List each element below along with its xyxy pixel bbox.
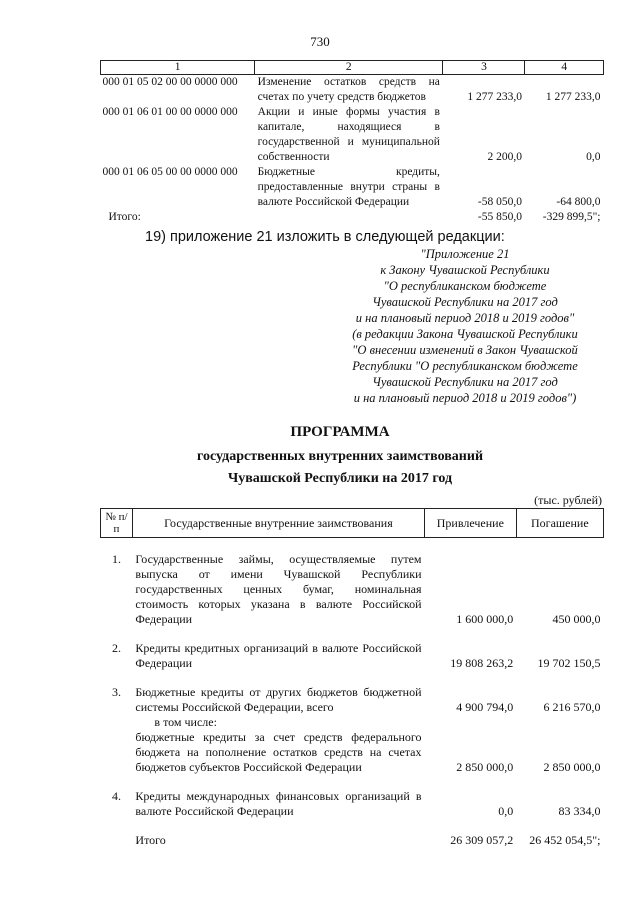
- program-title: ПРОГРАММА: [290, 424, 390, 440]
- value-cell: -64 800,0: [556, 196, 601, 208]
- sources-table-header: [101, 61, 604, 75]
- total-label: Итого:: [108, 211, 141, 223]
- row-name: Государственные займы, осуществляемые путем выпуска от имени Чувашской Республики государственных ценных бумаг, номинальная стоимость которых указана в валюте Российской Федерации: [135, 552, 422, 626]
- name-cell: Изменение остатков средств на счетах по учету средств бюджетов: [257, 76, 440, 103]
- table-row: [101, 105, 604, 165]
- table-row: [101, 165, 604, 210]
- row-repay: [516, 715, 603, 730]
- header-cell: 3: [443, 61, 525, 75]
- appendix-line: (в редакции Закона Чувашской Республики: [352, 327, 578, 341]
- amendment-intro: 19) приложение 21 изложить в следующей редакции:: [145, 229, 505, 245]
- value-cell: 1 277 233,0: [467, 91, 522, 103]
- appendix-line: и на плановый период 2018 и 2019 годов"): [353, 391, 577, 405]
- row-repay: 19 702 150,5: [537, 656, 601, 670]
- appendix-line: Республики "О республиканском бюджете: [352, 359, 578, 373]
- row-name: бюджетные кредиты за счет средств федерального бюджета на пополнение остатков средств на счетах бюджетов субъектов Российской Федерации: [135, 730, 422, 774]
- row-number: 4.: [111, 789, 121, 803]
- code-cell: 000 01 06 05 00 00 0000 000: [102, 166, 238, 178]
- row-name: Кредиты международных финансовых организаций в валюте Российской Федерации: [135, 789, 422, 818]
- row-number: [101, 715, 133, 730]
- header-attract: Привлечение: [425, 509, 517, 538]
- row-attract: 4 900 794,0: [456, 700, 514, 714]
- appendix-line: и на плановый период 2018 и 2019 годов": [355, 311, 575, 325]
- value-cell: 1 277 233,0: [545, 91, 601, 103]
- program-subtitle: государственных внутренних заимствований: [196, 449, 484, 464]
- total-row: [101, 210, 604, 225]
- appendix-header: [330, 246, 600, 406]
- appendix-line: "О внесении изменений в Закон Чувашской: [352, 343, 578, 357]
- value-cell: -58 050,0: [477, 196, 522, 208]
- name-cell: Акции и иные формы участия в капитале, находящиеся в государственной и муниципальной собственности: [257, 106, 440, 163]
- code-cell: 000 01 05 02 00 00 0000 000: [102, 76, 238, 88]
- row-number: 3.: [111, 685, 121, 699]
- program-subtitle-region: Чувашской Республики на 2017 год: [227, 471, 453, 486]
- table-row: [101, 715, 604, 730]
- unit-label: (тыс. рублей): [534, 493, 602, 507]
- row-name: Кредиты кредитных организаций в валюте Российской Федерации: [135, 641, 422, 670]
- total-attract: 26 309 057,2: [450, 833, 514, 847]
- total-repay: 26 452 054,5";: [529, 833, 601, 847]
- total-value: -55 850,0: [477, 211, 522, 223]
- row-number: [101, 730, 133, 775]
- value-cell: 0,0: [586, 151, 601, 163]
- borrowings-table: [100, 508, 604, 848]
- header-cell: 1: [101, 61, 255, 75]
- header-cell: 4: [525, 61, 604, 75]
- row-repay: 6 216 570,0: [543, 700, 601, 714]
- appendix-line: Чувашской Республики на 2017 год: [372, 295, 558, 309]
- header-name: Государственные внутренние заимствования: [132, 509, 424, 538]
- row-number: 2.: [111, 641, 121, 655]
- row-attract: 19 808 263,2: [450, 656, 514, 670]
- table-row: [101, 730, 604, 775]
- row-number: 1.: [111, 552, 121, 566]
- borrowings-table-header: [101, 509, 604, 538]
- table-row: [101, 685, 604, 715]
- row-attract: 2 850 000,0: [456, 760, 514, 774]
- sources-table: [100, 60, 604, 225]
- header-repay: Погашение: [516, 509, 603, 538]
- total-row: [101, 833, 604, 848]
- table-row: [101, 641, 604, 671]
- value-cell: 2 200,0: [487, 151, 522, 163]
- row-attract: 1 600 000,0: [456, 612, 514, 626]
- appendix-line: к Закону Чувашской Республики: [380, 263, 550, 277]
- header-cell: 2: [255, 61, 443, 75]
- table-row: [101, 552, 604, 627]
- row-attract: 0,0: [498, 804, 514, 818]
- appendix-line: Чувашской Республики на 2017 год: [372, 375, 558, 389]
- row-name: Бюджетные кредиты от других бюджетов бюджетной системы Российской Федерации, всего: [135, 685, 422, 714]
- appendix-line: "О республиканском бюджете: [383, 279, 547, 293]
- row-attract: [425, 715, 517, 730]
- row-repay: 2 850 000,0: [543, 760, 601, 774]
- total-value: -329 899,5";: [542, 211, 601, 223]
- appendix-line: "Приложение 21: [420, 247, 510, 261]
- row-repay: 450 000,0: [552, 612, 601, 626]
- header-num: № п/п: [101, 509, 133, 538]
- code-cell: 000 01 06 01 00 00 0000 000: [102, 106, 238, 118]
- page-number: 730: [310, 34, 330, 49]
- name-cell: Бюджетные кредиты, предоставленные внутри страны в валюте Российской Федерации: [257, 166, 440, 208]
- table-row: [101, 789, 604, 819]
- table-row: [101, 75, 604, 106]
- row-repay: 83 334,0: [558, 804, 601, 818]
- total-label: Итого: [135, 833, 166, 847]
- row-name: в том числе:: [154, 715, 217, 729]
